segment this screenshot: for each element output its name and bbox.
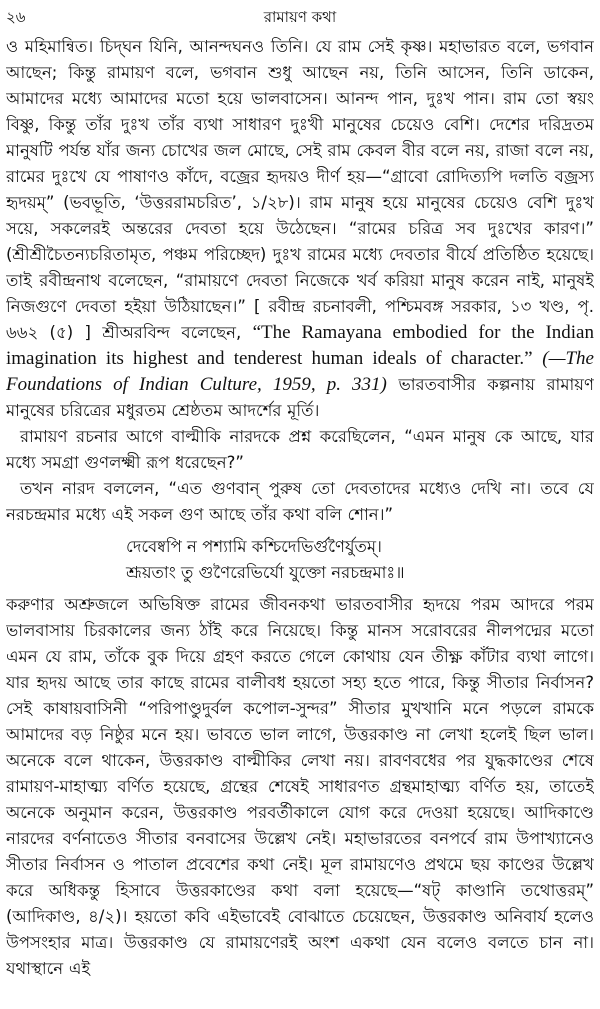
paragraph-1-closing-text: ভারতবাসীর কল্পনায় রামায়ণ মানুষের চরিত্রের মধুরতম শ্রেষ্ঠতম আদর্শের মূর্তি। — [6, 375, 594, 420]
page-number: ২৬ — [6, 8, 26, 26]
verse-line-2: শ্রূয়তাং তু গুণৈরেভির্যো যুক্তো নরচন্দ্রমাঃ॥ — [126, 563, 405, 582]
paragraph-2: রামায়ণ রচনার আগে বাল্মীকি নারদকে প্রশ্ন করেছিলেন, “এমন মানুষ কে আছে, যার মধ্যে সমগ্রা গুণলক্ষ্মী রূপ ধরেছেন?” — [6, 427, 594, 472]
paragraph-4: করুণার অশ্রুজলে অভিষিক্ত রামের জীবনকথা ভারতবাসীর হৃদয়ে পরম আদরে পরম ভালবাসায় চিরকালের জন্য ঠাঁই করে নিয়েছে। কিন্তু মানস সরোবরের নীলপদ্মের মতো এমন যে রাম, তাঁকে বুক দিয়ে গ্রহণ করতে গেলে কোথায় যেন তীক্ষ্ণ কাঁটার ব্যথা লাগে। যার হৃদয় আছে তার কাছে রামের বালীবধ হয়তো সহ্য হতে পারে, কিন্তু সীতার নির্বাসন? সেই কাষায়বাসিনী “পরিপাণ্ডুদুর্বল কপোল-সুন্দর” সীতার মুখখানি মনে পড়লে রামকে আমাদের বড় নিষ্ঠুর মনে হয়। ভাবতে ভাল লাগে, উত্তরকাণ্ড না লেখা হলেই ছিল ভাল। অনেকে বলে থাকেন, উত্তরকাণ্ড বাল্মীকির লেখা নয়। রাবণবধের পর যুদ্ধকাণ্ডের শেষে রামায়ণ-মাহাত্ম্য বর্ণিত হয়েছে, গ্রন্থের শেষেই সাধারণত গ্রন্থমাহাত্ম্য বর্ণিত হয়, তাতেই অনেকে অনুমান করেন, উত্তরকাণ্ড পরবর্তীকালে যোগ করে দেওয়া হয়েছে। আদিকাণ্ডে নারদের বর্ণনাতেও সীতার বনবাসের উল্লেখ নেই। মহাভারতের বনপর্বে রাম উপাখ্যানেও সীতার নির্বাসন ও পাতাল প্রবেশের কথা নেই। মূল রামায়ণেও প্রথমে ছয় কাণ্ডের উল্লেখ করে অধিকন্তু হিসাবে উত্তরকাণ্ডের কথা বলা হয়েছে—“ষট্‌ কাণ্ডানি তথোত্তরম্‌” (আদিকাণ্ড, ৪/২)। হয়তো কবি এইভাবেই বোঝাতে চেয়েছেন, উত্তরকাণ্ড অনিবার্য হলেও উপসংহার মাত্র। উত্তরকাণ্ড যে রামায়ণেরই অংশ একথা যেন বলেও বলতে চান না। যথাস্থানে এই — [6, 595, 594, 978]
book-page — [6, 4, 594, 1004]
verse-line-1: দেবেষ্বপি ন পশ্যামি কশ্চিদেভির্গুণৈর্যুতম্‌। — [126, 537, 382, 556]
sanskrit-verse — [6, 534, 594, 586]
running-title: রামায়ণ কথা — [263, 8, 337, 26]
aurobindo-quote: “The Ramayana embodied for the Indian imagination its highest and tenderest human ideals of character.” — [6, 322, 594, 369]
paragraph-3: তখন নারদ বললেন, “এত গুণবান্‌ পুরুষ তো দেবতাদের মধ্যেও দেখি না। তবে যে নরচন্দ্রমার মধ্যে এই সকল গুণ আছে তাঁর কথা বলি শোন।” — [6, 479, 594, 524]
citation: (—The Foundations of Indian Culture, 1959, p. 331) — [6, 348, 594, 395]
paragraph-1 — [6, 34, 594, 424]
page-header — [6, 4, 594, 30]
paragraph-1-bengali-text: ও মহিমান্বিত। চিদ্‌ঘন যিনি, আনন্দঘনও তিনি। যে রাম সেই কৃষ্ণ। মহাভারত বলে, ভগবান আছেন; কিন্তু রামায়ণ বলে, ভগবান শুধু আছেন নয়, তিনি আসেন, তিনি ডাকেন, আমাদের মধ্যে আমাদের মতো হয়ে ভালবাসেন। আনন্দ পান, দুঃখ পান। রাম তো স্বয়ং বিষ্ণু, কিন্তু তাঁর দুঃখ তাঁর ব্যথা সাধারণ দুঃখী মানুষের চেয়েও বেশি। দেশের দরিদ্রতম মানুষটি পর্যন্ত যাঁর জন্য চোখের জল মোছে, সেই রাম কেবল বীর বলে নয়, রাজা বলে নয়, রামের দুঃখে যে পাষাণও কাঁদে, বজ্রের হৃদয়ও দীর্ণ হয়—“গ্রাবো রোদিত্যপি দলতি বজ্রস্য হৃদয়ম্‌” (ভবভূতি, ‘উত্তররামচরিত’, ১/২৮)। রাম মানুষ হয়ে মানুষের চেয়েও বেশি দুঃখ সয়ে, সকলেরই অন্তরের দেবতা হয়ে উঠেছেন। “রামের চরিত্র সব দুঃখের কারণ।” (শ্রীশ্রীচৈতন্যচরিতামৃত, পঞ্চম পরিচ্ছেদ) দুঃখ রামের মধ্যে দেবতার বীর্যে প্রতিষ্ঠিত হয়েছে। তাই রবীন্দ্রনাথ বলেছেন, “রামায়ণে দেবতা নিজেকে খর্ব করিয়া মানুষ করেন নাই, মানুষই নিজগুণে দেবতা হইয়া উঠিয়াছেন।” [ রবীন্দ্র রচনাবলী, পশ্চিমবঙ্গ সরকার, ১৩ খণ্ড, পৃ. ৬৬২ (৫) ] শ্রীঅরবিন্দ বলেছেন, — [6, 37, 594, 342]
